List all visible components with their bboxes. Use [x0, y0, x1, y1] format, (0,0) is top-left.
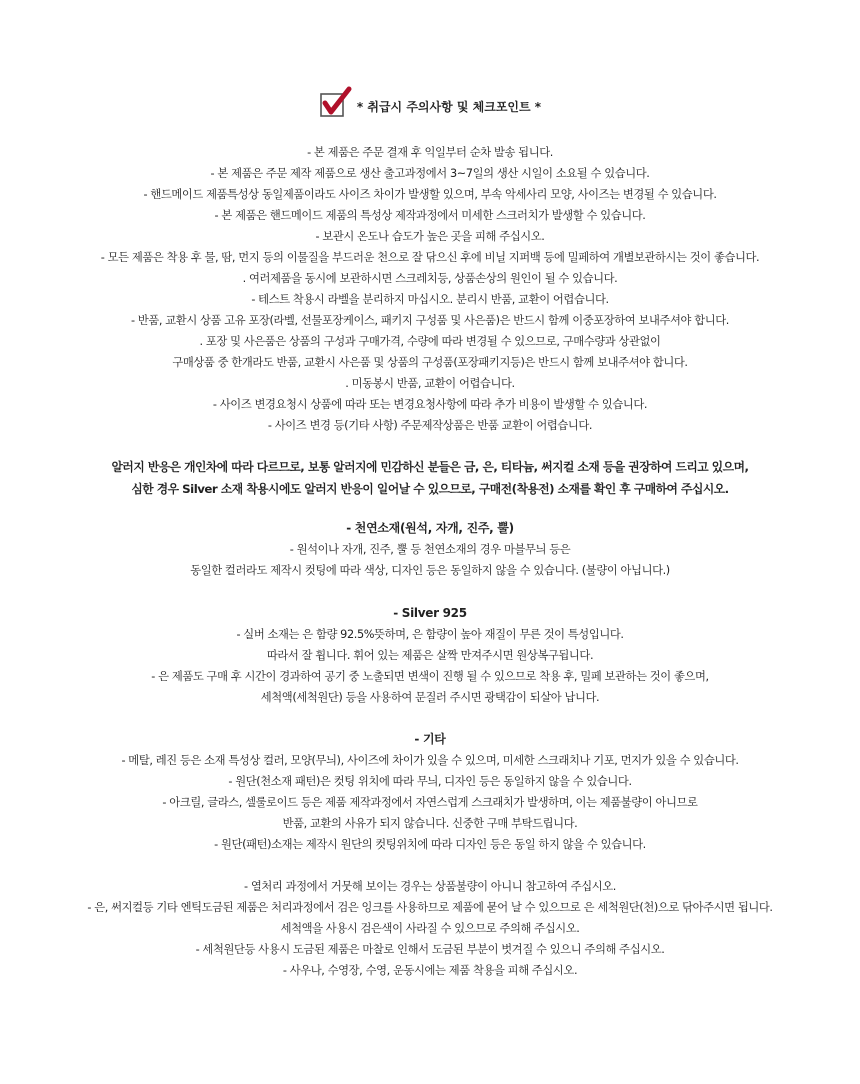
notice-line: . 미동봉시 반품, 교환이 어렵습니다. — [345, 377, 515, 390]
allergy-notice — [0, 456, 860, 500]
section-line: 반품, 교환의 사유가 되지 않습니다. 신중한 구매 부탁드립니다. — [282, 817, 578, 830]
closing-notices — [0, 876, 860, 981]
section-title: - Silver 925 — [393, 606, 467, 620]
notice-line: - 사이즈 변경요청시 상품에 따라 또는 변경요청사항에 따라 추가 비용이 발생할 수 있습니다. — [212, 398, 648, 411]
closing-line: - 세척원단등 사용시 도금된 제품은 마찰로 인해서 도금된 부분이 벗겨질 수 있으니 주의해 주십시오. — [195, 943, 665, 956]
section-line: 세척액(세척원단) 등을 사용하여 문질러 주시면 광택감이 되살아 납니다. — [260, 691, 600, 704]
etc-section — [0, 729, 860, 855]
natural-material-section — [0, 518, 860, 581]
notice-line: - 핸드메이드 제품특성상 동일제품이라도 사이즈 차이가 발생할 있으며, 부속 악세사리 모양, 사이즈는 변경될 수 있습니다. — [143, 188, 717, 201]
section-line: - 메탈, 레진 등은 소재 특성상 컬러, 모양(무늬), 사이즈에 차이가 있을 수 있으며, 미세한 스크래치나 기포, 먼지가 있을 수 있습니다. — [121, 754, 739, 767]
section-line: - 원단(천소재 패턴)은 컷팅 위치에 따라 무늬, 디자인 등은 동일하지 않을 수 있습니다. — [228, 775, 632, 788]
section-line: - 은 제품도 구매 후 시간이 경과하여 공기 중 노출되면 변색이 진행 될 수 있으므로 착용 후, 밀페 보관하는 것이 좋으며, — [151, 670, 709, 683]
notice-title: * 취급시 주의사항 및 체크포인트 * — [356, 99, 542, 114]
general-notices — [0, 142, 860, 436]
notice-line: - 반품, 교환시 상품 고유 포장(라벨, 선물포장케이스, 패키지 구성품 및 사은품)은 반드시 함께 이중포장하여 보내주셔야 합니다. — [131, 314, 729, 327]
notice-line: - 사이즈 변경 등(기타 사항) 주문제작상품은 반품 교환이 어렵습니다. — [267, 419, 593, 432]
section-line: - 원석이나 자개, 진주, 뿔 등 천연소재의 경우 마블무늬 등은 — [289, 543, 571, 556]
silver-section — [0, 603, 860, 708]
section-title: - 기타 — [414, 732, 446, 746]
notice-line: - 본 제품은 핸드메이드 제품의 특성상 제작과정에서 미세한 스크러치가 발생할 수 있습니다. — [214, 209, 646, 222]
section-line: 동일한 컬러라도 제작시 컷팅에 따라 색상, 디자인 등은 동일하지 않을 수 있습니다. (불량이 아닙니다.) — [190, 564, 670, 577]
closing-line: 세척액을 사용시 검은색이 사라질 수 있으므로 주의해 주십시오. — [280, 922, 580, 935]
notice-line: - 보관시 온도나 습도가 높은 곳을 피해 주십시오. — [315, 230, 545, 243]
allergy-line: 심한 경우 Silver 소재 착용시에도 알러지 반응이 일어날 수 있으므로, 구매전(착용전) 소재를 확인 후 구매하여 주십시오. — [131, 482, 729, 496]
notice-line: . 여러제품을 동시에 보관하시면 스크레치등, 상품손상의 원인이 될 수 있습니다. — [242, 272, 618, 285]
section-line: - 실버 소재는 은 함량 92.5%뜻하며, 은 함량이 높아 재질이 무른 것이 특성입니다. — [236, 628, 624, 641]
notice-line: - 본 제품은 주문 제작 제품으로 생산 출고과정에서 3~7일의 생산 시일이 소요될 수 있습니다. — [210, 167, 650, 180]
closing-line: - 열처리 과정에서 거뭇해 보이는 경우는 상품불량이 아니니 참고하여 주십시오. — [244, 880, 616, 893]
section-title: - 천연소재(원석, 자개, 진주, 뿔) — [346, 521, 514, 535]
section-line: - 원단(패턴)소재는 제작시 원단의 컷팅위치에 따라 디자인 등은 동일 하지 않을 수 있습니다. — [214, 838, 646, 851]
section-line: - 아크릴, 글라스, 셀룰로이드 등은 제품 제작과정에서 자연스럽게 스크래치가 발생하며, 이는 제품불량이 아니므로 — [162, 796, 698, 809]
notice-header — [0, 86, 860, 120]
notice-line: - 모든 제품은 착용 후 물, 땀, 먼지 등의 이물질을 부드러운 천으로 잘 닦으신 후에 비닐 지퍼백 등에 밀페하여 개별보관하시는 것이 좋습니다. — [100, 251, 760, 264]
allergy-line: 알러지 반응은 개인차에 따라 다르므로, 보통 알러지에 민감하신 분들은 금, 은, 티타늄, 써지컬 소재 등을 권장하여 드리고 있으며, — [111, 460, 749, 474]
closing-line: - 은, 써지컬등 기타 엔틱도금된 제품은 처리과정에서 검은 잉크를 사용하므로 제품에 묻어 날 수 있으므로 은 세척원단(천)으로 닦아주시면 됩니다. — [87, 901, 773, 914]
notice-line: - 본 제품은 주문 결재 후 익일부터 순차 발송 됩니다. — [307, 146, 553, 159]
notice-line: . 포장 및 사은품은 상품의 구성과 구매가격, 수량에 따라 변경될 수 있으므로, 구매수량과 상관없이 — [199, 335, 661, 348]
closing-line: - 사우나, 수영장, 수영, 운동시에는 제품 착용을 피해 주십시오. — [282, 964, 578, 977]
section-line: 따라서 잘 휩니다. 휘어 있는 제품은 살짝 만져주시면 원상복구됩니다. — [266, 649, 594, 662]
checkbox-check-icon — [319, 86, 353, 120]
notice-line: - 테스트 착용시 라벨을 분리하지 마십시오. 분리시 반품, 교환이 어렵습니다. — [251, 293, 609, 306]
notice-line: 구매상품 중 한개라도 반품, 교환시 사은품 및 상품의 구성품(포장패키지등)은 반드시 함께 보내주셔야 합니다. — [172, 356, 688, 369]
